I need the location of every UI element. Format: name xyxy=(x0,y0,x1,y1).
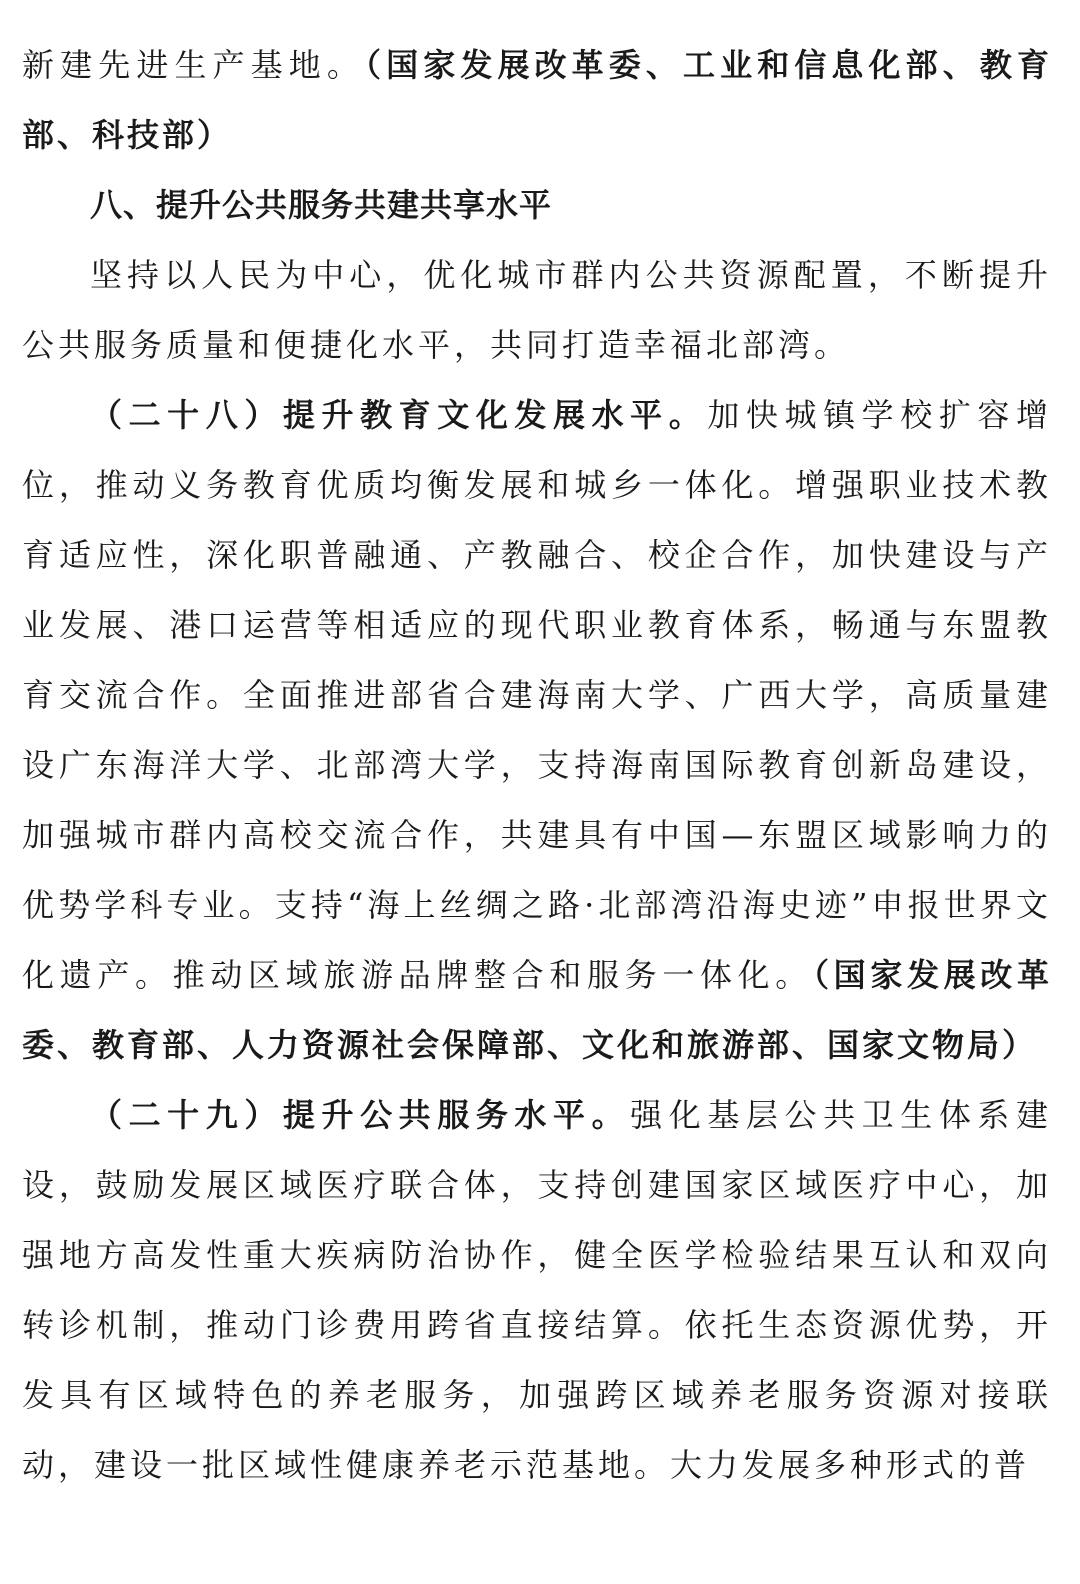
item-text: 加快城镇学校扩容增位，推动义务教育优质均衡发展和城乡一体化。增强职业技术教育适应性，深化职普融通、产教融合、校企合作，加快建设与产业发展、港口运营等相适应的现代职业教育体系，畅通与东盟教育交流合作。全面推进部省合建海南大学、广西大学，高质量建设广东海洋大学、北部湾大学，支持海南国际教育创新岛建设，加强城市群内高校交流合作，共建具有中国—东盟区域影响力的优势学科专业。支持“海上丝绸之路·北部湾沿海史迹”申报世界文化遗产。推动区域旅游品牌整合和服务一体化。 xyxy=(22,396,1052,994)
responsible-agencies: （国家发展改革委、教育部、人力资源社会保障部、文化和旅游部、国家文物局） xyxy=(22,956,1052,1064)
item-title: （二十八）提升教育文化发展水平。 xyxy=(90,396,708,434)
item-text: 强化基层公共卫生体系建设，鼓励发展区域医疗联合体，支持创建国家区域医疗中心，加强地方高发性重大疾病防治协作，健全医学检验结果互认和双向转诊机制，推动门诊费用跨省直接结算。依托生态资源优势，开发具有区域特色的养老服务，加强跨区域养老服务资源对接联动，建设一批区域性健康养老示范基地。大力发展多种形式的普 xyxy=(22,1096,1052,1484)
paragraph-text: 新建先进生产基地。 xyxy=(22,46,365,84)
paragraph-item-28 xyxy=(22,380,1052,1080)
section-intro-paragraph: 坚持以人民为中心，优化城市群内公共资源配置，不断提升公共服务质量和便捷化水平，共同打造幸福北部湾。 xyxy=(22,256,1052,364)
item-title: （二十九）提升公共服务水平。 xyxy=(90,1096,631,1134)
paragraph-item-29 xyxy=(22,1080,1052,1500)
paragraph-continuation xyxy=(22,30,1052,170)
document-page xyxy=(22,30,1052,1500)
responsible-agencies: （国家发展改革委、工业和信息化部、教育部、科技部） xyxy=(22,46,1052,154)
section-heading: 八、提升公共服务共建共享水平 xyxy=(90,186,553,224)
